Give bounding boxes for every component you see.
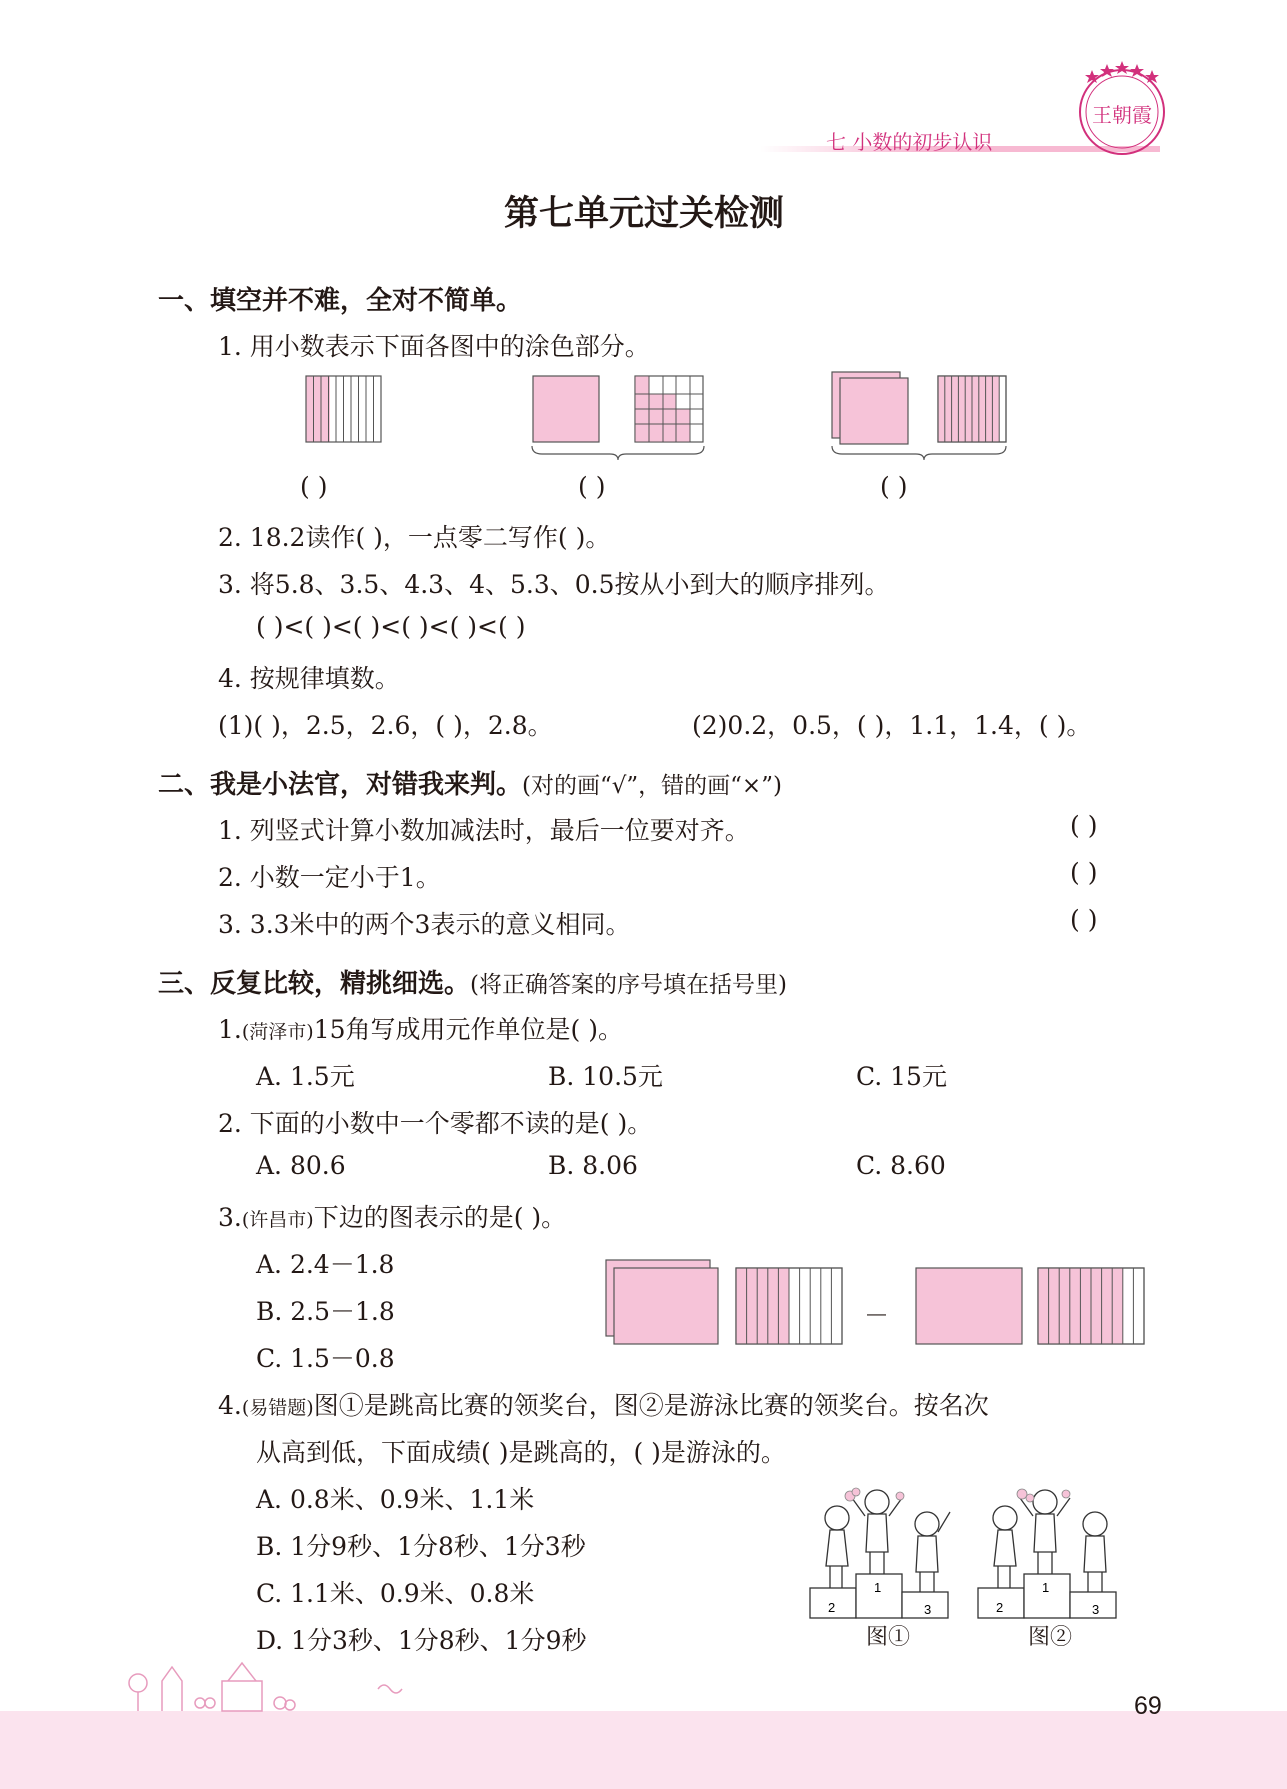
footer-decoration xyxy=(0,1659,1287,1789)
s1-q1-figure-2 xyxy=(530,376,730,476)
brand-seal-logo xyxy=(1072,60,1172,160)
section-1-heading: 一、填空并不难，全对不简单。 xyxy=(158,286,523,316)
s3-q3-option-b[interactable]: B. 2.5－1.8 xyxy=(256,1297,395,1326)
s1-q1-figure-1 xyxy=(306,376,386,448)
section-2-heading xyxy=(158,764,782,801)
s3-q3-figure-subtrahend xyxy=(914,1268,1154,1358)
s2-item-3-blank[interactable]: ( ) xyxy=(1070,905,1098,934)
s3-q2-option-b[interactable]: B. 8.06 xyxy=(548,1151,638,1180)
s1-q3-text: 3. 将5.8、3.5、4.3、4、5.3、0.5按从小到大的顺序排列。 xyxy=(218,570,890,599)
podium-figure-1 xyxy=(810,1488,970,1618)
s3-q1-text: 15角写成用元作单位是( )。 xyxy=(313,1015,623,1044)
s1-q3-answer-row[interactable]: ( )<( )<( )<( )<( )<( ) xyxy=(256,612,526,641)
podium-2-place-1: 1 xyxy=(1042,1580,1050,1595)
s3-q1-option-a[interactable]: A. 1.5元 xyxy=(256,1062,355,1091)
podium-2-place-2: 2 xyxy=(996,1600,1004,1615)
s1-q4-row-2[interactable]: (2)0.2，0.5，( )，1.1，1.4，( )。 xyxy=(692,711,1092,740)
s3-q4-text-2: 从高到低，下面成绩( )是跳高的，( )是游泳的。 xyxy=(256,1438,786,1467)
podium-1-place-3: 3 xyxy=(924,1602,932,1617)
s3-q3-tag: (许昌市) xyxy=(241,1209,314,1231)
chapter-header: 七 小数的初步认识 xyxy=(826,130,993,154)
s3-q4-option-d[interactable]: D. 1分3秒、1分8秒、1分9秒 xyxy=(256,1626,587,1655)
s3-q1-option-c[interactable]: C. 15元 xyxy=(856,1062,947,1091)
page-number: 69 xyxy=(1134,1692,1162,1720)
section-2-note: (对的画“√”，错的画“×”) xyxy=(522,773,782,799)
s3-q4-tag: (易错题) xyxy=(241,1397,314,1419)
podium-1-place-1: 1 xyxy=(874,1580,882,1595)
s2-item-1: 1. 列竖式计算小数加减法时，最后一位要对齐。 xyxy=(218,816,750,845)
section-2-title: 二、我是小法官，对错我来判。 xyxy=(158,770,523,800)
figure-2-label: 图② xyxy=(1028,1625,1073,1650)
podium-figure-2 xyxy=(978,1488,1138,1618)
s3-q3-option-c[interactable]: C. 1.5－0.8 xyxy=(256,1344,395,1373)
podium-2-place-3: 3 xyxy=(1092,1602,1100,1617)
s1-q4-row-1[interactable]: (1)( )，2.5，2.6，( )，2.8。 xyxy=(218,711,553,740)
s3-q3-num: 3. xyxy=(218,1203,242,1232)
s1-q4-text: 4. 按规律填数。 xyxy=(218,664,400,693)
s3-q4-text: 图①是跳高比赛的领奖台，图②是游泳比赛的领奖台。按名次 xyxy=(313,1391,989,1420)
svg-text:王朝霞: 王朝霞 xyxy=(1092,103,1152,127)
s1-q1-blank-1[interactable]: ( ) xyxy=(300,472,328,501)
section-3-note: (将正确答案的序号填在括号里) xyxy=(470,972,787,998)
figure-1-label: 图① xyxy=(866,1625,911,1650)
s3-q3-figure-minuend xyxy=(604,1260,854,1350)
s3-q3 xyxy=(218,1198,566,1234)
page-title: 第七单元过关检测 xyxy=(504,194,785,234)
s3-q1-option-b[interactable]: B. 10.5元 xyxy=(548,1062,663,1091)
podium-1-place-2: 2 xyxy=(828,1600,836,1615)
s1-q2-text: 2. 18.2读作( )，一点零二写作( )。 xyxy=(218,523,611,552)
s3-q4 xyxy=(218,1386,989,1422)
s1-q1-figure-3 xyxy=(830,372,1050,472)
s3-q4-num: 4. xyxy=(218,1391,242,1420)
s1-q1-text: 1. 用小数表示下面各图中的涂色部分。 xyxy=(218,332,650,361)
s2-item-3: 3. 3.3米中的两个3表示的意义相同。 xyxy=(218,910,631,939)
s3-q3-option-a[interactable]: A. 2.4－1.8 xyxy=(256,1250,395,1279)
s3-q3-minus-sign: － xyxy=(864,1301,890,1330)
s3-q2-text: 2. 下面的小数中一个零都不读的是( )。 xyxy=(218,1109,653,1138)
s1-q1-blank-2[interactable]: ( ) xyxy=(578,472,606,501)
section-3-heading xyxy=(158,963,787,1000)
s3-q4-option-a[interactable]: A. 0.8米、0.9米、1.1米 xyxy=(256,1485,535,1514)
section-3-title: 三、反复比较，精挑细选。 xyxy=(158,969,471,999)
s3-q3-text: 下边的图表示的是( )。 xyxy=(313,1203,567,1232)
s3-q2-option-a[interactable]: A. 80.6 xyxy=(256,1151,346,1180)
s2-item-1-blank[interactable]: ( ) xyxy=(1070,811,1098,840)
s1-q1-blank-3[interactable]: ( ) xyxy=(880,472,908,501)
s3-q2-option-c[interactable]: C. 8.60 xyxy=(856,1151,946,1180)
s3-q1 xyxy=(218,1010,623,1046)
s3-q4-option-b[interactable]: B. 1分9秒、1分8秒、1分3秒 xyxy=(256,1532,586,1561)
s2-item-2-blank[interactable]: ( ) xyxy=(1070,858,1098,887)
s3-q4-option-c[interactable]: C. 1.1米、0.9米、0.8米 xyxy=(256,1579,535,1608)
s3-q1-tag: (菏泽市) xyxy=(241,1021,314,1043)
s3-q1-num: 1. xyxy=(218,1015,242,1044)
s2-item-2: 2. 小数一定小于1。 xyxy=(218,863,441,892)
